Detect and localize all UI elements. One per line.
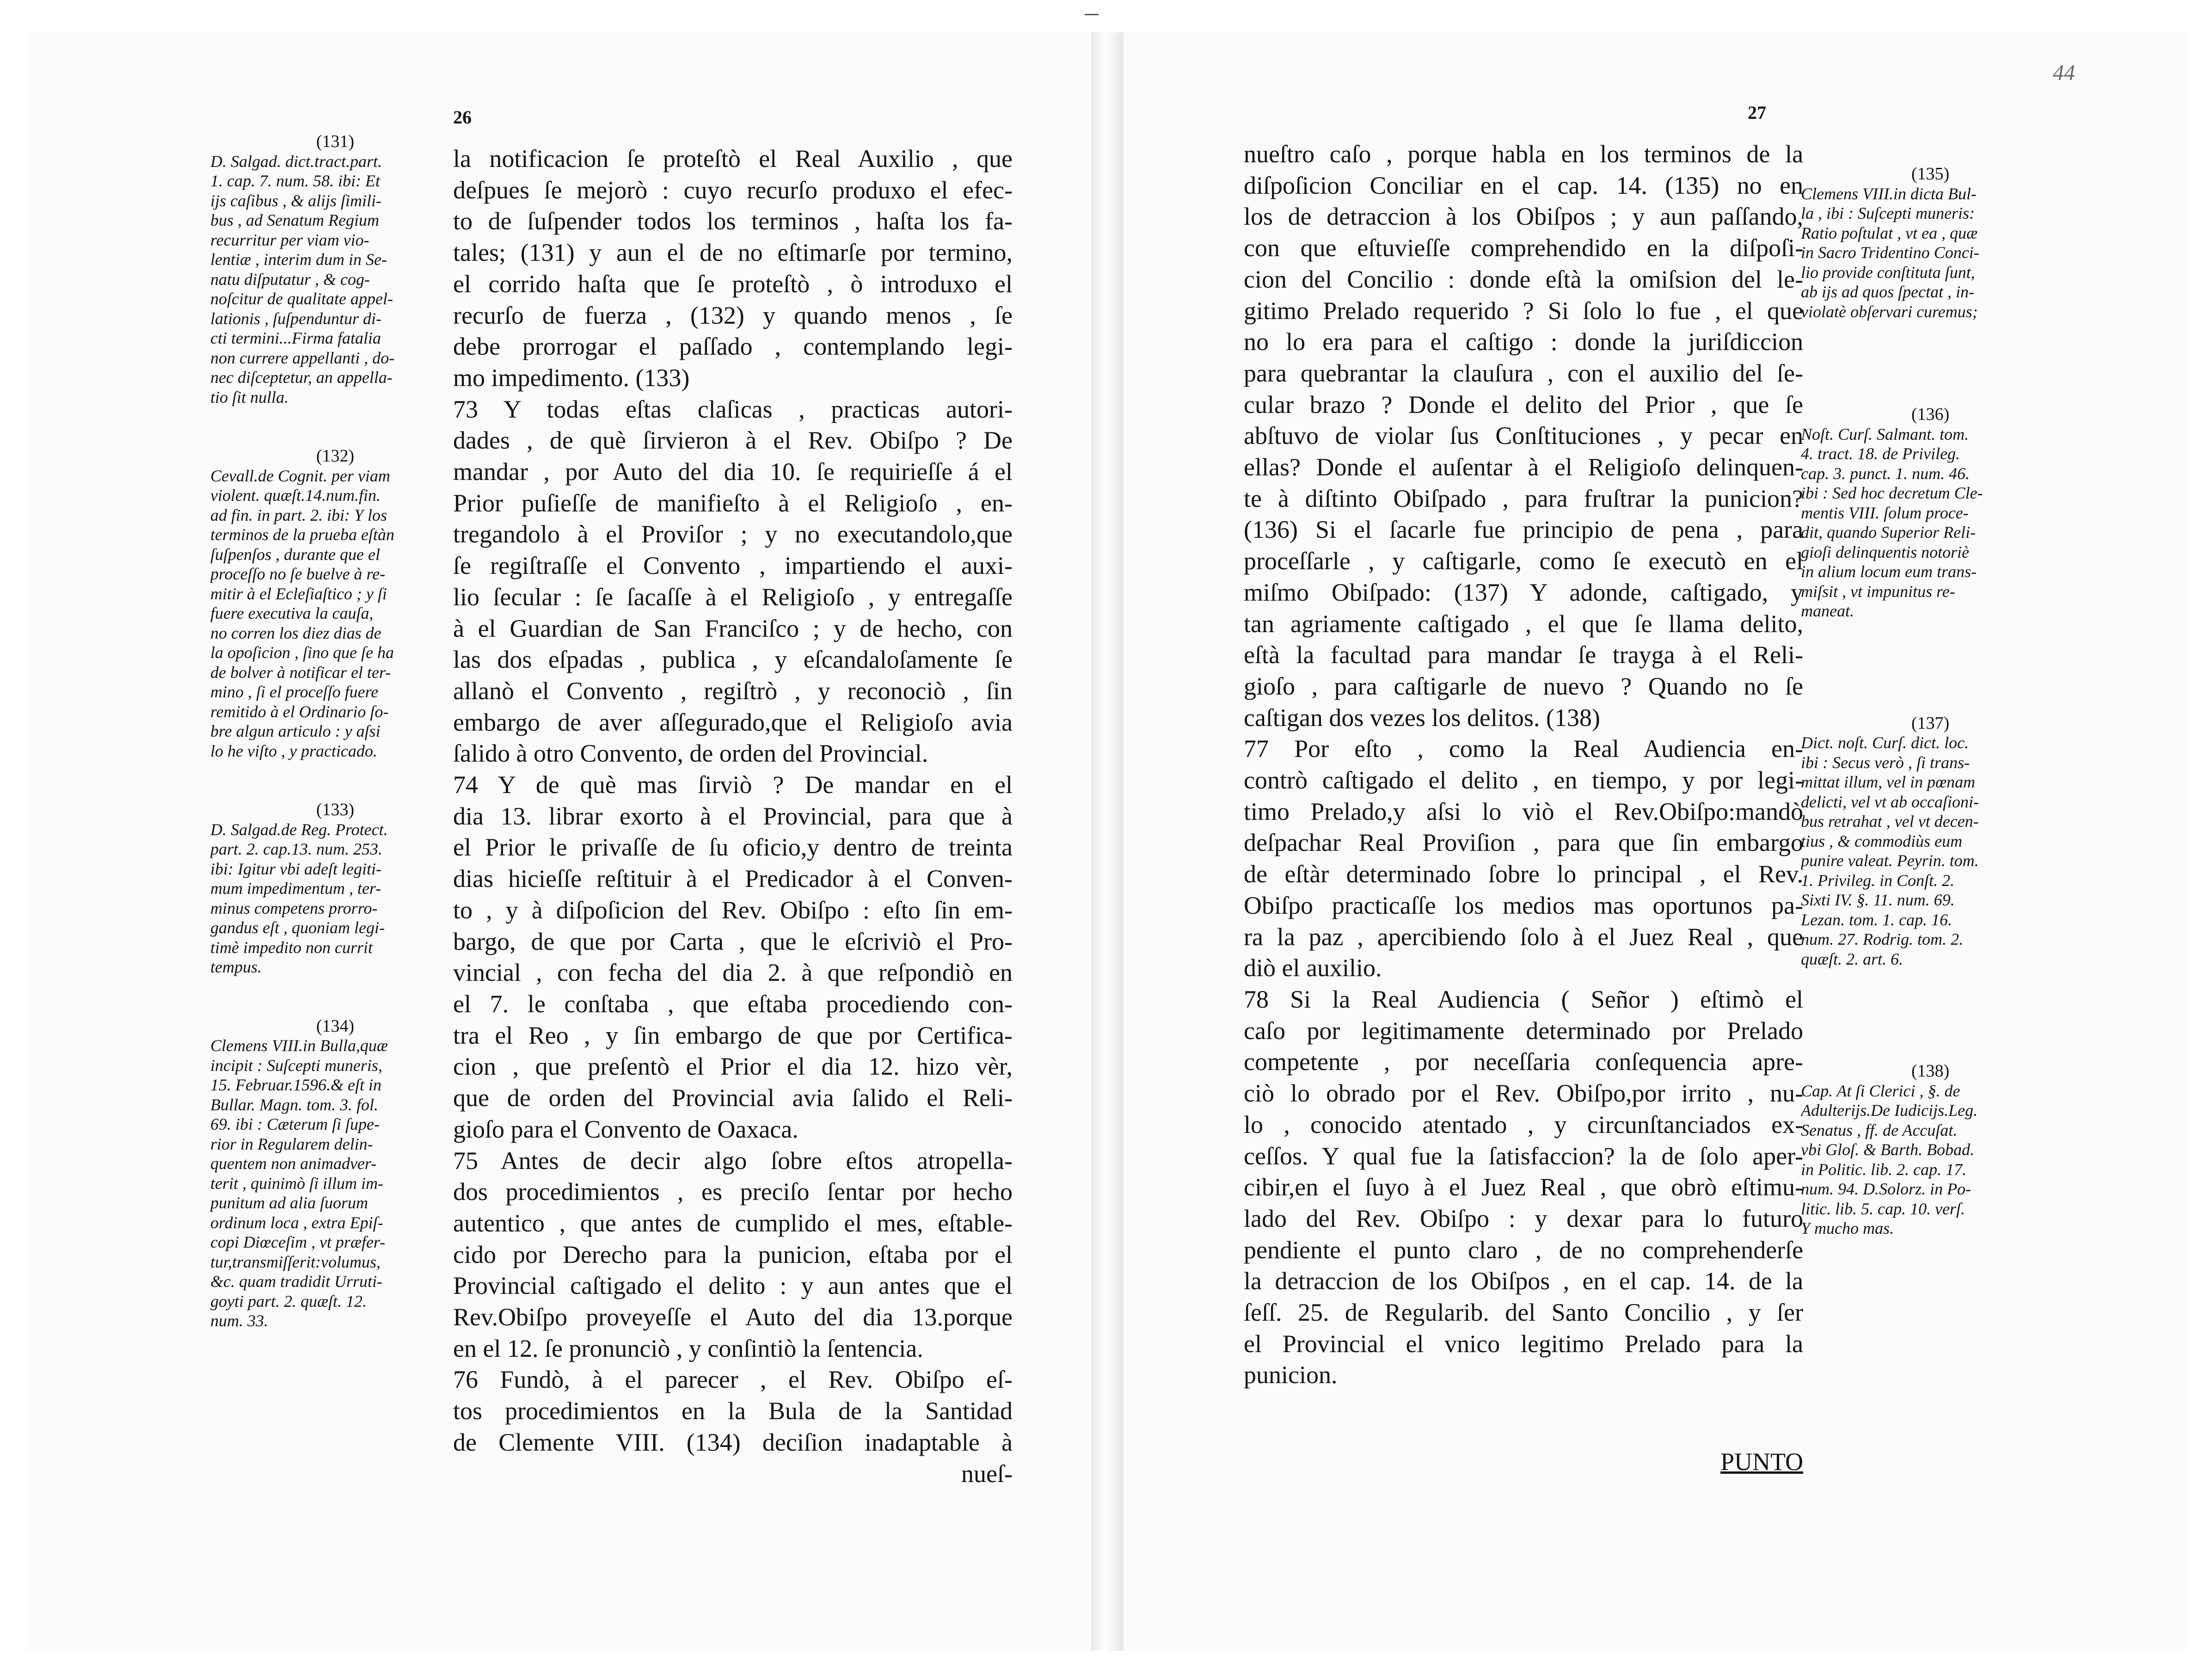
note-line: quæſt. 2. art. 6.: [1801, 949, 1904, 968]
spacer: [1801, 621, 2060, 714]
note-line: lio provide conſtituta ſunt,: [1801, 263, 1975, 282]
text-line: en el 12. ſe pronunciò , y conſintiò la ſentencia.: [453, 1334, 923, 1362]
text-line: lio ſecular : ſe ſacaſſe à el Religioſo , y entregaſſe: [453, 583, 1013, 611]
note-line: proceſſo no ſe buelve à re-: [210, 565, 386, 583]
note-line: violatè obſervari curemus;: [1801, 302, 1978, 321]
text-line: deſpachar Real Proviſion , para que ſin embargo: [1244, 829, 1803, 857]
note-line: de bolver à notificar el ter-: [210, 663, 391, 682]
text-line: cibir,en el ſuyo à el Juez Real , que obrò eſtimu-: [1244, 1173, 1803, 1201]
text-line: ellas? Donde el auſentar à el Religioſo delinquen-: [1244, 453, 1803, 481]
text-line: proceſſarle , y caſtigarle, como ſe executò en el: [1244, 547, 1803, 575]
note-line: ab ijs ad quos ſpectat , in-: [1801, 283, 1974, 301]
note-line: lationis , ſuſpenduntur di-: [210, 309, 382, 328]
note-number: (134): [316, 1016, 355, 1036]
note-line: Clemens VIII.in dicta Bul-: [1801, 184, 1977, 203]
note-line: copi Diœceſim , vt præfer-: [210, 1233, 386, 1251]
text-line: caſo por legitimamente determinado por Prelado: [1244, 1016, 1803, 1045]
text-line: Rev.Obiſpo proveyeſſe el Auto del dia 13.porque: [453, 1303, 1013, 1331]
text-line: contrò caſtigado el delito , en tiempo, y por legi-: [1244, 766, 1803, 794]
text-line: vincial , con fecha del dia 2. à que reſpondiò en: [453, 959, 1013, 987]
text-line: à el Guardian de San Franciſco ; y de hecho, con: [453, 614, 1013, 642]
note-line: incipit : Suſcepti muneris,: [210, 1056, 382, 1075]
note-line: cap. 3. punct. 1. num. 46.: [1801, 464, 1970, 483]
note-line: quentem non animadver-: [210, 1154, 377, 1173]
note-line: lentiæ , interim dum in Se-: [210, 250, 387, 269]
note-line: 4. tract. 18. de Privileg.: [1801, 444, 1960, 463]
text-line: competente , por neceſſaria conſequencia apre-: [1244, 1048, 1803, 1076]
text-line: nueſ-: [961, 1459, 1013, 1488]
text-line: los de detraccion à los Obiſpos ; y aun paſſando,: [1244, 203, 1803, 231]
note-line: 1. Privileg. in Conſt. 2.: [1801, 871, 1954, 890]
note-line: bus , ad Senatum Regium: [210, 211, 379, 229]
text-line: tos procedimientos en la Bula de la Santidad: [453, 1397, 1013, 1425]
note-line: Ratio poſtulat , vt ea , quæ: [1801, 223, 1978, 242]
text-line: ſalido à otro Convento, de orden del Provincial.: [453, 739, 928, 768]
text-line: miſmo Obiſpado: (137) Y adonde, caſtigado, y: [1244, 578, 1803, 606]
text-line: Obiſpo practicaſſe los medios mas oportunos pa-: [1244, 891, 1803, 919]
note-line: in Sacro Tridentino Conci-: [1801, 243, 1979, 262]
text-line: abſtuvo de violar ſus Conſtituciones , y pecar en: [1244, 422, 1803, 450]
text-line: timo Prelado,y aſsi lo viò el Rev.Obiſpo:mandò: [1244, 797, 1803, 825]
note-line: timè impedito non currit: [210, 938, 373, 957]
note-line: mentis VIII. ſolum proce-: [1801, 503, 1969, 522]
text-line: tra el Reo , y ſin embargo de que por Certifica-: [453, 1021, 1013, 1049]
note-line: tio ſit nulla.: [210, 388, 289, 406]
text-line: debe prorrogar el paſſado , contemplando legi-: [453, 332, 1013, 361]
text-line: 77 Por eſto , como la Real Audiencia en-: [1244, 735, 1803, 763]
text-line: para quebrantar la clauſura , con el auxilio del ſe-: [1244, 359, 1803, 387]
marginal-notes: [210, 132, 460, 1331]
note-line: bus retrahat , vel vt decen-: [1801, 812, 1979, 831]
gutter-mark: [1085, 14, 1099, 15]
note-line: miſsit , vt impunitus re-: [1801, 582, 1955, 601]
text-line: ra la paz , apercibiendo ſolo à el Juez Real , que: [1244, 923, 1803, 951]
book-gutter: [1091, 32, 1124, 1651]
text-line: recurſo de fuerza , (132) y quando menos , ſe: [453, 301, 1013, 329]
note-line: 1. cap. 7. num. 58. ibi: Et: [210, 172, 380, 190]
text-line: cion del Concilio : donde eſtà la omiſsion del le-: [1244, 265, 1803, 293]
note-line: Sixti IV. §. 11. num. 69.: [1801, 891, 1955, 909]
note-number: (135): [1911, 164, 1950, 184]
note-line: terminos de la prueba eſtàn: [210, 525, 394, 544]
text-line: diò el auxilio.: [1244, 954, 1382, 982]
note-line: tempus.: [210, 958, 262, 976]
note-line: remitido à el Ordinario ſo-: [210, 702, 389, 721]
text-line: pendiente el punto claro , de no comprehenderſe: [1244, 1236, 1803, 1264]
marginal-notes: [1801, 164, 2060, 1238]
text-line: 78 Si la Real Audiencia ( Señor ) eſtimò el: [1244, 985, 1803, 1013]
text-line: dos procedimientos , es preciſo ſentar por hecho: [453, 1178, 1013, 1206]
note-line: Cap. At ſi Clerici , §. de: [1801, 1081, 1960, 1100]
note-line: la opoſicion , ſino que ſe ha: [210, 643, 394, 662]
text-line: mandar , por Auto del dia 10. ſe requirieſſe á el: [453, 458, 1013, 486]
text-line: autentico , que antes de cumplido el mes, eſtable-: [453, 1209, 1013, 1237]
note-line: ibi : Secus verò , ſi trans-: [1801, 753, 1970, 772]
text-line: Prior puſieſſe de manifieſto à el Religioſo , en-: [453, 489, 1013, 517]
note-line: non currere appellanti , do-: [210, 348, 395, 367]
note-line: mino , ſi el proceſſo fuere: [210, 683, 379, 701]
note-line: Bullar. Magn. tom. 3. fol.: [210, 1095, 379, 1114]
text-line: 76 Fundò, à el parecer , el Rev. Obiſpo eſ-: [453, 1366, 1013, 1394]
note-line: Adulterijs.De Iudicijs.Leg.: [1801, 1101, 1978, 1120]
note-number: (132): [316, 446, 355, 466]
text-line: ceſſos. Y qual fue la ſatisfaccion? la de ſolo aper-: [1244, 1142, 1803, 1170]
note-line: ibi: Igitur vbi adeſt legiti-: [210, 859, 381, 878]
note-line: recurritur per viam vio-: [210, 230, 369, 249]
note-line: nec diſceptetur, an appella-: [210, 368, 393, 387]
note-line: dit, quando Superior Reli-: [1801, 523, 1976, 542]
note-number: (137): [1911, 713, 1950, 733]
text-line: gioſo para el Convento de Oaxaca.: [453, 1115, 798, 1143]
text-line: ſe regiſtraſſe el Convento , impartiendo el auxi-: [453, 552, 1013, 580]
note-line: gioſi delinquentis notoriè: [1801, 542, 1969, 561]
note-line: natu diſputatur , & cog-: [210, 270, 370, 289]
note-line: mitir à el Ecleſiaſtico ; y ſi: [210, 584, 387, 603]
text-line: ciò lo obrado por el Rev. Obiſpo,por irrito , nu-: [1244, 1079, 1803, 1108]
text-line: tan agriamente caſtigado , el que ſe llama delito,: [1244, 609, 1803, 638]
note-line: Noſt. Curſ. Salmant. tom.: [1801, 425, 1969, 443]
text-line: bargo, de que por Carta , que le eſcriviò el Pro-: [453, 927, 1013, 955]
text-line: (136) Si el ſacarle fue principio de pena , para: [1244, 516, 1803, 544]
note-line: goyti part. 2. quæſt. 12.: [210, 1292, 367, 1311]
note-line: cti termini...Firma fatalia: [210, 329, 381, 347]
text-line: de Clemente VIII. (134) deciſion inadaptable à: [453, 1428, 1013, 1456]
text-line: cion , que preſentò el Prior el dia 12. hizo vèr,: [453, 1052, 1013, 1081]
text-line: allanò el Convento , regiſtrò , y reconociò , ſin: [453, 677, 1013, 705]
note-line: num. 94. D.Solorz. in Po-: [1801, 1180, 1971, 1198]
spacer: [1801, 969, 2060, 1061]
text-line: no lo era para el caſtigo : donde la juriſdiccion: [1244, 328, 1803, 356]
text-line: 73 Y todas eſtas claſicas , practicas autori-: [453, 395, 1013, 423]
folio-number: 44: [2053, 61, 2075, 85]
text-line: la notificacion ſe proteſtò el Real Auxilio , que: [453, 145, 1013, 172]
note-line: fuere executiva la cauſa,: [210, 604, 374, 622]
note-line: Senatus , ff. de Accuſat.: [1801, 1120, 1958, 1139]
text-line: con que eſtuvieſſe comprehendido en la diſpoſi-: [1244, 234, 1803, 262]
text-line: cido por Derecho para la punicion, eſtaba por el: [453, 1240, 1013, 1268]
note-line: punitum ad alia ſuorum: [210, 1194, 368, 1212]
right-page: [1124, 32, 2187, 1651]
note-line: minus competens prorro-: [210, 898, 378, 917]
spacer: [210, 977, 460, 1016]
text-line: la detraccion de los Obiſpos , en el cap. 14. de la: [1244, 1267, 1803, 1295]
text-line: de eſtàr determinado ſobre lo principal , el Rev.: [1244, 860, 1803, 888]
text-line: to de ſuſpender todos los terminos , haſta los fa-: [453, 207, 1013, 235]
text-line: dia 13. librar exorto à el Provincial, para que à: [453, 802, 1013, 830]
spacer: [210, 407, 460, 446]
note-line: in Politic. lib. 2. cap. 17.: [1801, 1160, 1966, 1179]
note-line: tur,transmiſſerit:volumus,: [210, 1252, 381, 1271]
note-line: D. Salgad. dict.tract.part.: [210, 152, 382, 171]
spacer: [210, 761, 460, 800]
text-line: punicion.: [1244, 1361, 1338, 1389]
page-number: 26: [453, 107, 472, 128]
note-line: ad fin. in part. 2. ibi: Y los: [210, 505, 387, 524]
catchword: PUNTO: [1720, 1448, 1803, 1476]
note-line: Lezan. tom. 1. cap. 16.: [1801, 910, 1952, 929]
note-line: ibi : Sed hoc decretum Cle-: [1801, 484, 1983, 502]
note-line: ijs caſibus , & alijs ſimili-: [210, 191, 382, 210]
note-line: la , ibi : Suſcepti muneris:: [1801, 204, 1975, 222]
text-line: las dos eſpadas , publica , y eſcandaloſamente ſe: [453, 646, 1013, 674]
spacer: [1801, 321, 2060, 405]
spacer: [1244, 1391, 1803, 1446]
note-line: ordinum loca , extra Epiſ-: [210, 1213, 383, 1232]
text-line: Provincial caſtigado el delito : y aun antes que el: [453, 1272, 1013, 1300]
text-line: que de orden del Provincial avia ſalido el Reli-: [453, 1084, 1013, 1112]
note-number: (136): [1911, 405, 1950, 424]
note-line: Dict. noſt. Curſ. dict. loc.: [1801, 733, 1969, 752]
note-line: part. 2. cap.13. num. 253.: [210, 840, 382, 858]
text-line: el corrido haſta que ſe proteſtò , ò introduxo el: [453, 270, 1013, 298]
note-number: (131): [316, 132, 355, 151]
text-line: tales; (131) y aun el de no eſtimarſe por termino,: [453, 239, 1013, 267]
note-line: rior in Regularem delin-: [210, 1134, 373, 1153]
text-line: gitimo Prelado requerido ? Si ſolo lo fue , el que: [1244, 296, 1803, 325]
text-line: embargo de aver aſſegurado,que el Religioſo avia: [453, 708, 1013, 736]
note-number: (138): [1911, 1061, 1950, 1081]
note-line: terit , quinimò ſi illum im-: [210, 1174, 383, 1193]
text-line: 74 Y de què mas ſirviò ? De mandar en el: [453, 771, 1013, 799]
text-line: cular brazo ? Donde el delito del Prior , que ſe: [1244, 390, 1803, 418]
note-line: vbi Gloſ. & Barth. Bobad.: [1801, 1140, 1974, 1159]
note-line: ſuſpenſos , durante que el: [210, 545, 380, 564]
text-line: lo , conocido atentado , y circunſtanciados ex-: [1244, 1110, 1803, 1138]
note-line: tius , & commodiùs eum: [1801, 831, 1962, 850]
text-line: el Prior le privaſſe de ſu oficio,y dentro de treinta: [453, 833, 1013, 862]
text-line: el 7. le conſtaba , que eſtaba procediendo con-: [453, 990, 1013, 1018]
note-line: mum impedimentum , ter-: [210, 879, 381, 898]
note-line: Cevall.de Cognit. per viam: [210, 466, 390, 485]
text-line: 75 Antes de decir algo ſobre eſtos atropella-: [453, 1146, 1013, 1175]
note-line: 69. ibi : Cæterum ſi ſupe-: [210, 1115, 380, 1133]
note-number: (133): [316, 800, 355, 819]
text-line: lado del Rev. Obiſpo : y dexar para lo futuro: [1244, 1204, 1803, 1232]
text-line: to , y à diſpoſicion del Rev. Obiſpo : eſto ſin em-: [453, 896, 1013, 924]
text-line: caſtigan dos vezes los delitos. (138): [1244, 703, 1600, 732]
note-line: mittat illum, vel in pœnam: [1801, 773, 1975, 791]
note-line: maneat.: [1801, 602, 1854, 620]
text-line: deſpues ſe mejorò : cuyo recurſo produxo el efec-: [453, 176, 1013, 204]
text-line: gioſo , para caſtigarle de nuevo ? Quando no ſe: [1244, 672, 1803, 700]
note-line: gandus eſt , quoniam legi-: [210, 918, 385, 937]
note-line: D. Salgad.de Reg. Protect.: [210, 820, 388, 839]
note-line: num. 27. Rodrig. tom. 2.: [1801, 930, 1963, 948]
text-line: dades , de què ſirvieron à el Rev. Obiſpo ? De: [453, 426, 1013, 455]
text-line: tregandolo à el Proviſor ; y no executandolo,que: [453, 520, 1013, 548]
text-line: el Provincial el vnico legitimo Prelado para la: [1244, 1329, 1803, 1358]
note-line: punire valeat. Peyrin. tom.: [1801, 851, 1979, 870]
left-page: [28, 32, 1091, 1651]
note-line: no corren los diez dias de: [210, 623, 381, 642]
text-line: te à diſtinto Obiſpado , para fruſtrar la punicion?: [1244, 484, 1803, 512]
note-line: Y mucho mas.: [1801, 1219, 1894, 1237]
note-line: 15. Februar.1596.& eſt in: [210, 1076, 381, 1094]
text-line: mo impedimento. (133): [453, 363, 690, 392]
text-line: nueſtro caſo , porque habla en los terminos de la: [1244, 140, 1803, 168]
note-line: violent. quæſt.14.num.fin.: [210, 486, 381, 505]
note-line: num. 33.: [210, 1311, 268, 1330]
text-line: eſtà la facultad para mandar ſe trayga à el Reli-: [1244, 641, 1803, 669]
note-line: Clemens VIII.in Bulla,quæ: [210, 1036, 388, 1055]
note-line: bre algun articulo : y aſsi: [210, 722, 381, 740]
note-line: in alium locum eum trans-: [1801, 562, 1977, 581]
text-line: dias hicieſſe reſtituir à el Predicador à el Conven-: [453, 865, 1013, 893]
note-line: lo he viſto , y practicado.: [210, 741, 377, 760]
main-text: [453, 143, 1013, 1489]
note-line: noſcitur de qualitate appel-: [210, 289, 393, 308]
note-line: &c. quam tradidit Urruti-: [210, 1272, 383, 1291]
text-line: diſpoſicion Conciliar en el cap. 14. (135) no en: [1244, 171, 1803, 199]
page-number: 27: [1748, 102, 1766, 123]
note-line: litic. lib. 5. cap. 10. verſ.: [1801, 1199, 1965, 1218]
text-line: ſeſſ. 25. de Regularib. del Santo Concilio , y ſer: [1244, 1298, 1803, 1327]
note-line: delicti, vel vt ab occaſioni-: [1801, 792, 1979, 811]
main-text: [1244, 139, 1803, 1478]
